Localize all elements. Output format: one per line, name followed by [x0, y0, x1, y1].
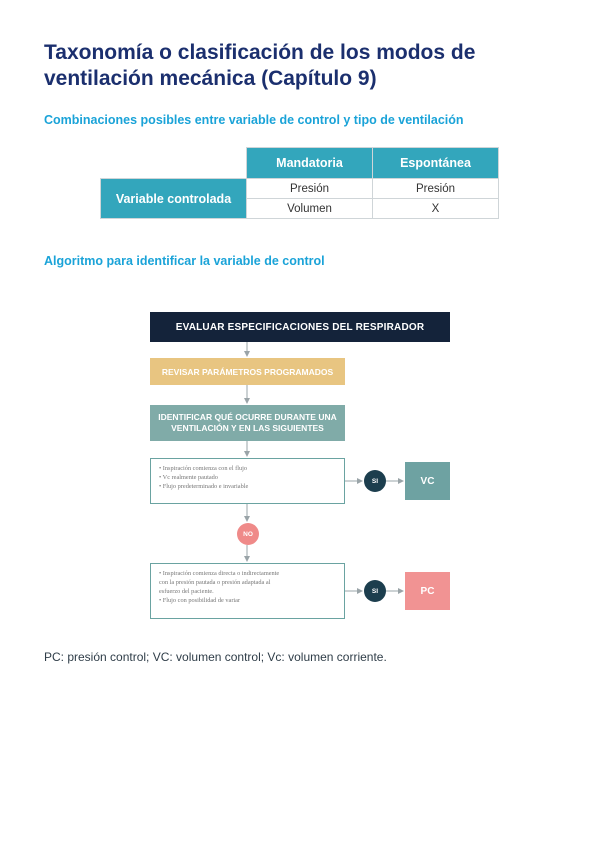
yes-node-vc: SI: [364, 470, 386, 492]
review-parameters-box: REVISAR PARÁMETROS PROGRAMADOS: [150, 358, 345, 385]
criteria-line: • Inspiración comienza con el flujo: [159, 465, 248, 472]
result-volume-control: VC: [405, 462, 450, 500]
column-header-spontaneous: Espontánea: [373, 148, 499, 179]
combinations-subtitle: Combinaciones posibles entre variable de control y tipo de ventilación: [44, 113, 464, 127]
volume-control-criteria: [150, 458, 345, 504]
footnote: PC: presión control; VC: volumen control; Vc: volumen corriente.: [44, 650, 387, 664]
criteria-line: • Flujo predeterminado e invariable: [159, 483, 249, 490]
algorithm-subtitle: Algoritmo para identificar la variable de control: [44, 254, 325, 268]
criteria-line: • Inspiración comienza directa o indirectamente: [159, 570, 280, 577]
criteria-line: • Vc realmente pautado: [159, 474, 218, 481]
identify-box: IDENTIFICAR QUÉ OCURRE DURANTE UNA VENTILACIÓN Y EN LAS SIGUIENTES: [150, 405, 345, 441]
criteria-line: con la presión pautada o presión adaptada al: [159, 579, 271, 586]
table-cell: Presión: [373, 179, 499, 199]
criteria-line: esfuerzo del paciente.: [159, 588, 214, 595]
row-header-controlled-variable: Variable controlada: [101, 179, 247, 219]
yes-node-pc: SI: [364, 580, 386, 602]
evaluate-specs-box: EVALUAR ESPECIFICACIONES DEL RESPIRADOR: [150, 312, 450, 342]
page-title: Taxonomía o clasificación de los modos de ventilación mecánica (Capítulo 9): [44, 41, 476, 90]
column-header-mandatory: Mandatoria: [247, 148, 373, 179]
no-node: NO: [237, 523, 259, 545]
table-cell: Presión: [247, 179, 373, 199]
table-cell: X: [373, 199, 499, 219]
result-pressure-control: PC: [405, 572, 450, 610]
pressure-control-criteria: [150, 563, 345, 619]
criteria-line: • Flujo con posibilidad de variar: [159, 597, 241, 604]
table-cell: Volumen: [247, 199, 373, 219]
